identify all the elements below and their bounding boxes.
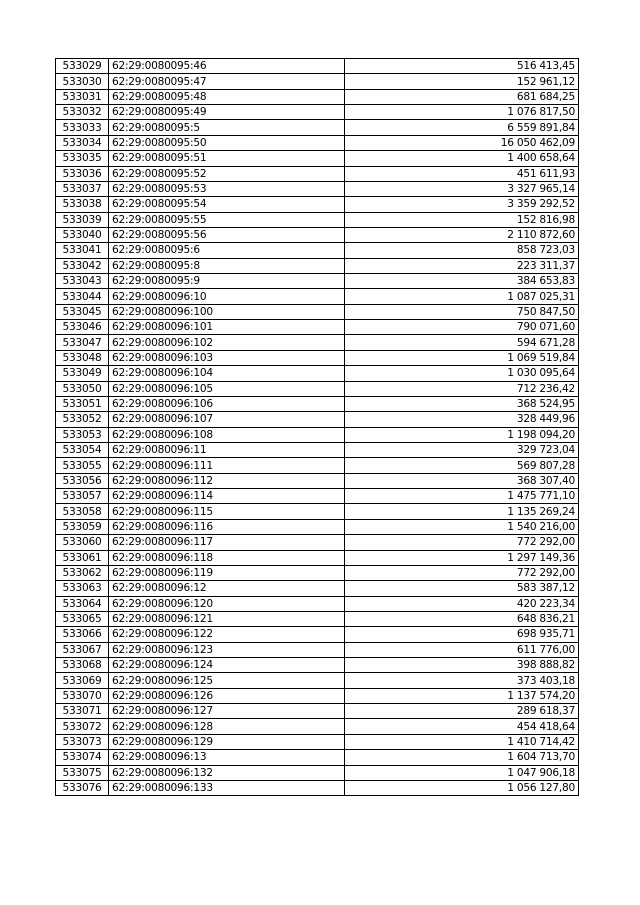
row-number-cell: 533052 <box>56 412 109 427</box>
cadastral-number-cell: 62:29:0080096:114 <box>109 489 345 504</box>
row-number-cell: 533045 <box>56 304 109 319</box>
row-number-cell: 533039 <box>56 212 109 227</box>
row-number-cell: 533074 <box>56 750 109 765</box>
cadastral-value-cell: 420 223,34 <box>345 596 579 611</box>
cadastral-number-cell: 62:29:0080095:54 <box>109 197 345 212</box>
cadastral-number-cell: 62:29:0080096:128 <box>109 719 345 734</box>
cadastral-value-cell: 329 723,04 <box>345 442 579 457</box>
cadastral-value-cell: 1 198 094,20 <box>345 427 579 442</box>
cadastral-number-cell: 62:29:0080096:124 <box>109 658 345 673</box>
row-number-cell: 533076 <box>56 780 109 795</box>
row-number-cell: 533067 <box>56 642 109 657</box>
cadastral-value-cell: 152 961,12 <box>345 74 579 89</box>
row-number-cell: 533040 <box>56 227 109 242</box>
table-row <box>56 151 579 166</box>
cadastral-number-cell: 62:29:0080096:133 <box>109 780 345 795</box>
cadastral-number-cell: 62:29:0080096:132 <box>109 765 345 780</box>
table-row <box>56 427 579 442</box>
cadastral-number-cell: 62:29:0080096:122 <box>109 627 345 642</box>
row-number-cell: 533057 <box>56 489 109 504</box>
row-number-cell: 533038 <box>56 197 109 212</box>
cadastral-number-cell: 62:29:0080096:117 <box>109 535 345 550</box>
table-row <box>56 581 579 596</box>
row-number-cell: 533056 <box>56 473 109 488</box>
table-row <box>56 519 579 534</box>
cadastral-number-cell: 62:29:0080095:47 <box>109 74 345 89</box>
cadastral-value-cell: 1 087 025,31 <box>345 289 579 304</box>
cadastral-value-cell: 569 807,28 <box>345 458 579 473</box>
cadastral-number-cell: 62:29:0080096:101 <box>109 320 345 335</box>
table-row <box>56 734 579 749</box>
cadastral-value-cell: 16 050 462,09 <box>345 135 579 150</box>
cadastral-value-cell: 152 816,98 <box>345 212 579 227</box>
table-row <box>56 335 579 350</box>
cadastral-value-cell: 3 359 292,52 <box>345 197 579 212</box>
cadastral-value-cell: 594 671,28 <box>345 335 579 350</box>
cadastral-number-cell: 62:29:0080096:12 <box>109 581 345 596</box>
cadastral-number-cell: 62:29:0080095:8 <box>109 258 345 273</box>
cadastral-number-cell: 62:29:0080096:121 <box>109 611 345 626</box>
table-row <box>56 704 579 719</box>
table-row <box>56 473 579 488</box>
cadastral-number-cell: 62:29:0080095:55 <box>109 212 345 227</box>
row-number-cell: 533070 <box>56 688 109 703</box>
row-number-cell: 533073 <box>56 734 109 749</box>
cadastral-number-cell: 62:29:0080096:118 <box>109 550 345 565</box>
cadastral-value-cell: 373 403,18 <box>345 673 579 688</box>
row-number-cell: 533034 <box>56 135 109 150</box>
cadastral-number-cell: 62:29:0080096:129 <box>109 734 345 749</box>
table-row <box>56 673 579 688</box>
row-number-cell: 533075 <box>56 765 109 780</box>
cadastral-value-cell: 583 387,12 <box>345 581 579 596</box>
cadastral-value-cell: 451 611,93 <box>345 166 579 181</box>
table-row <box>56 120 579 135</box>
table-row <box>56 535 579 550</box>
table-row <box>56 550 579 565</box>
row-number-cell: 533031 <box>56 89 109 104</box>
cadastral-value-cell: 454 418,64 <box>345 719 579 734</box>
cadastral-number-cell: 62:29:0080096:126 <box>109 688 345 703</box>
cadastral-number-cell: 62:29:0080096:108 <box>109 427 345 442</box>
cadastral-number-cell: 62:29:0080096:11 <box>109 442 345 457</box>
cadastral-value-cell: 858 723,03 <box>345 243 579 258</box>
table-row <box>56 765 579 780</box>
cadastral-value-cell: 712 236,42 <box>345 381 579 396</box>
cadastral-number-cell: 62:29:0080096:10 <box>109 289 345 304</box>
row-number-cell: 533069 <box>56 673 109 688</box>
cadastral-number-cell: 62:29:0080095:9 <box>109 274 345 289</box>
table-row <box>56 396 579 411</box>
row-number-cell: 533065 <box>56 611 109 626</box>
cadastral-number-cell: 62:29:0080096:103 <box>109 350 345 365</box>
cadastral-number-cell: 62:29:0080096:100 <box>109 304 345 319</box>
cadastral-value-cell: 1 076 817,50 <box>345 105 579 120</box>
cadastral-value-cell: 1 137 574,20 <box>345 688 579 703</box>
table-row <box>56 74 579 89</box>
row-number-cell: 533061 <box>56 550 109 565</box>
table-row <box>56 381 579 396</box>
cadastral-number-cell: 62:29:0080096:105 <box>109 381 345 396</box>
table-row <box>56 212 579 227</box>
row-number-cell: 533035 <box>56 151 109 166</box>
cadastral-value-cell: 1 069 519,84 <box>345 350 579 365</box>
cadastral-value-cell: 1 604 713,70 <box>345 750 579 765</box>
cadastral-value-cell: 398 888,82 <box>345 658 579 673</box>
cadastral-number-cell: 62:29:0080096:127 <box>109 704 345 719</box>
row-number-cell: 533043 <box>56 274 109 289</box>
cadastral-value-cell: 223 311,37 <box>345 258 579 273</box>
cadastral-number-cell: 62:29:0080096:102 <box>109 335 345 350</box>
cadastral-number-cell: 62:29:0080096:112 <box>109 473 345 488</box>
cadastral-number-cell: 62:29:0080096:107 <box>109 412 345 427</box>
table-row <box>56 642 579 657</box>
row-number-cell: 533047 <box>56 335 109 350</box>
table-body <box>56 59 579 796</box>
table-row <box>56 442 579 457</box>
cadastral-number-cell: 62:29:0080095:53 <box>109 181 345 196</box>
cadastral-value-cell: 1 030 095,64 <box>345 366 579 381</box>
row-number-cell: 533071 <box>56 704 109 719</box>
row-number-cell: 533066 <box>56 627 109 642</box>
row-number-cell: 533046 <box>56 320 109 335</box>
cadastral-value-cell: 1 540 216,00 <box>345 519 579 534</box>
table-row <box>56 304 579 319</box>
cadastral-value-cell: 681 684,25 <box>345 89 579 104</box>
row-number-cell: 533030 <box>56 74 109 89</box>
cadastral-value-cell: 1 297 149,36 <box>345 550 579 565</box>
cadastral-value-cell: 648 836,21 <box>345 611 579 626</box>
row-number-cell: 533063 <box>56 581 109 596</box>
row-number-cell: 533054 <box>56 442 109 457</box>
table-row <box>56 565 579 580</box>
row-number-cell: 533041 <box>56 243 109 258</box>
table-row <box>56 227 579 242</box>
row-number-cell: 533059 <box>56 519 109 534</box>
row-number-cell: 533055 <box>56 458 109 473</box>
cadastral-number-cell: 62:29:0080095:6 <box>109 243 345 258</box>
cadastral-value-cell: 2 110 872,60 <box>345 227 579 242</box>
cadastral-value-cell: 1 135 269,24 <box>345 504 579 519</box>
cadastral-number-cell: 62:29:0080096:106 <box>109 396 345 411</box>
row-number-cell: 533072 <box>56 719 109 734</box>
table-row <box>56 688 579 703</box>
table-row <box>56 750 579 765</box>
row-number-cell: 533050 <box>56 381 109 396</box>
table-row <box>56 780 579 795</box>
row-number-cell: 533053 <box>56 427 109 442</box>
row-number-cell: 533060 <box>56 535 109 550</box>
cadastral-value-cell: 1 410 714,42 <box>345 734 579 749</box>
table-row <box>56 320 579 335</box>
cadastral-value-table <box>55 58 579 796</box>
table-row <box>56 489 579 504</box>
table-row <box>56 197 579 212</box>
cadastral-value-cell: 384 653,83 <box>345 274 579 289</box>
cadastral-value-cell: 1 400 658,64 <box>345 151 579 166</box>
table-row <box>56 719 579 734</box>
cadastral-number-cell: 62:29:0080095:50 <box>109 135 345 150</box>
table-row <box>56 243 579 258</box>
cadastral-value-cell: 1 056 127,80 <box>345 780 579 795</box>
row-number-cell: 533068 <box>56 658 109 673</box>
cadastral-number-cell: 62:29:0080096:104 <box>109 366 345 381</box>
row-number-cell: 533051 <box>56 396 109 411</box>
cadastral-number-cell: 62:29:0080096:13 <box>109 750 345 765</box>
cadastral-value-cell: 750 847,50 <box>345 304 579 319</box>
table-row <box>56 181 579 196</box>
cadastral-value-cell: 772 292,00 <box>345 565 579 580</box>
row-number-cell: 533029 <box>56 59 109 74</box>
table-row <box>56 627 579 642</box>
cadastral-number-cell: 62:29:0080096:119 <box>109 565 345 580</box>
table-row <box>56 350 579 365</box>
cadastral-value-cell: 1 475 771,10 <box>345 489 579 504</box>
cadastral-number-cell: 62:29:0080095:46 <box>109 59 345 74</box>
cadastral-value-cell: 772 292,00 <box>345 535 579 550</box>
cadastral-value-cell: 790 071,60 <box>345 320 579 335</box>
cadastral-number-cell: 62:29:0080096:120 <box>109 596 345 611</box>
row-number-cell: 533032 <box>56 105 109 120</box>
cadastral-number-cell: 62:29:0080095:51 <box>109 151 345 166</box>
row-number-cell: 533049 <box>56 366 109 381</box>
cadastral-value-cell: 698 935,71 <box>345 627 579 642</box>
table-row <box>56 274 579 289</box>
cadastral-value-cell: 368 307,40 <box>345 473 579 488</box>
row-number-cell: 533042 <box>56 258 109 273</box>
cadastral-number-cell: 62:29:0080096:123 <box>109 642 345 657</box>
cadastral-value-cell: 368 524,95 <box>345 396 579 411</box>
cadastral-value-cell: 516 413,45 <box>345 59 579 74</box>
row-number-cell: 533062 <box>56 565 109 580</box>
table-row <box>56 289 579 304</box>
cadastral-number-cell: 62:29:0080096:116 <box>109 519 345 534</box>
row-number-cell: 533064 <box>56 596 109 611</box>
row-number-cell: 533048 <box>56 350 109 365</box>
row-number-cell: 533058 <box>56 504 109 519</box>
table-row <box>56 611 579 626</box>
table-row <box>56 258 579 273</box>
table-row <box>56 596 579 611</box>
cadastral-number-cell: 62:29:0080095:5 <box>109 120 345 135</box>
cadastral-number-cell: 62:29:0080095:49 <box>109 105 345 120</box>
table-row <box>56 412 579 427</box>
cadastral-number-cell: 62:29:0080096:125 <box>109 673 345 688</box>
cadastral-value-cell: 3 327 965,14 <box>345 181 579 196</box>
cadastral-number-cell: 62:29:0080095:48 <box>109 89 345 104</box>
table-row <box>56 166 579 181</box>
cadastral-value-cell: 289 618,37 <box>345 704 579 719</box>
cadastral-value-cell: 611 776,00 <box>345 642 579 657</box>
table-row <box>56 504 579 519</box>
row-number-cell: 533044 <box>56 289 109 304</box>
cadastral-value-cell: 6 559 891,84 <box>345 120 579 135</box>
table-row <box>56 89 579 104</box>
row-number-cell: 533036 <box>56 166 109 181</box>
cadastral-number-cell: 62:29:0080095:52 <box>109 166 345 181</box>
cadastral-value-cell: 328 449,96 <box>345 412 579 427</box>
cadastral-number-cell: 62:29:0080095:56 <box>109 227 345 242</box>
table-row <box>56 135 579 150</box>
row-number-cell: 533037 <box>56 181 109 196</box>
cadastral-number-cell: 62:29:0080096:115 <box>109 504 345 519</box>
table-row <box>56 366 579 381</box>
cadastral-number-cell: 62:29:0080096:111 <box>109 458 345 473</box>
table-row <box>56 105 579 120</box>
row-number-cell: 533033 <box>56 120 109 135</box>
table-row <box>56 458 579 473</box>
cadastral-value-cell: 1 047 906,18 <box>345 765 579 780</box>
table-row <box>56 658 579 673</box>
table-row <box>56 59 579 74</box>
